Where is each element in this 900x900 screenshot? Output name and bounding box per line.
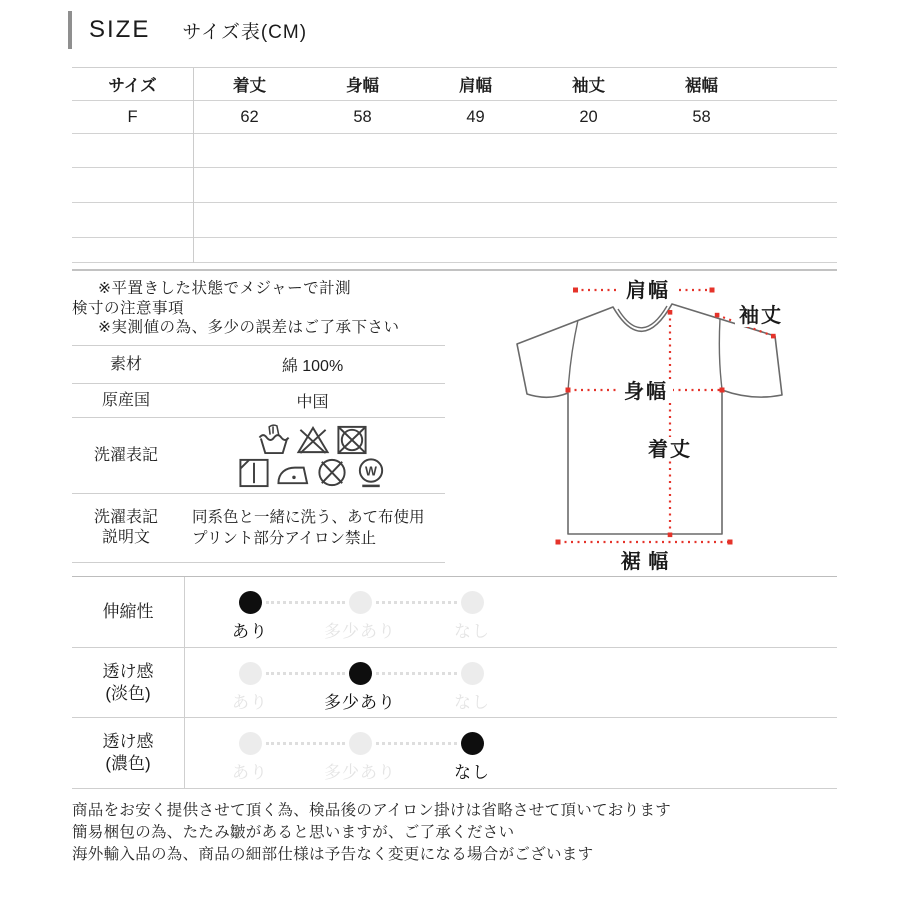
option-tasho-ari: 多少あり — [324, 732, 396, 783]
sheerness-light-options — [185, 648, 837, 717]
body-width-value: 58 — [353, 107, 372, 126]
shoulder-label: 肩幅 — [626, 280, 670, 302]
size-value: F — [127, 107, 138, 126]
option-ari: あり — [232, 732, 268, 783]
spec-table — [72, 345, 445, 563]
iron-low-heat-icon — [275, 456, 311, 489]
option-nashi: なし — [454, 662, 490, 713]
section-header — [68, 9, 307, 51]
care-description-row — [72, 494, 445, 563]
col-header-length: 着丈 — [233, 77, 266, 95]
size-table-header-row — [72, 68, 837, 101]
material-label: 素材 — [109, 355, 142, 373]
care-symbols-value — [180, 423, 445, 489]
disclaimer-line-1: 商品をお安く提供させて頂く為、検品後のアイロン掛けは省略させて頂いております — [72, 802, 672, 819]
stretch-options — [185, 577, 837, 647]
scale-dot — [461, 732, 484, 755]
option-ari: あり — [232, 591, 268, 642]
size-table-empty-row — [72, 168, 837, 203]
do-not-dry-clean-icon — [314, 456, 350, 489]
scale-dot — [349, 732, 372, 755]
laundry-icons-row-2 — [236, 456, 389, 489]
hem-value: 58 — [692, 107, 711, 126]
hand-wash-icon — [256, 423, 292, 456]
length-value: 62 — [240, 107, 259, 126]
care-symbols-label: 洗濯表記 — [93, 446, 158, 464]
disclaimer-line-2: 簡易梱包の為、たたみ皺があると思いますが、ご了承ください — [72, 824, 515, 841]
svg-text:W: W — [365, 463, 377, 478]
body-width-label: 身幅 — [624, 381, 668, 403]
section-title: SIZE — [89, 16, 151, 43]
size-table-empty-row — [72, 238, 837, 263]
care-description-label: 洗濯表記 説明文 — [93, 509, 158, 546]
care-symbols-row — [72, 418, 445, 494]
care-description-line-1: 同系色と一緒に洗う、あて布使用 — [192, 509, 425, 526]
footer-disclaimers — [72, 800, 671, 866]
col-header-body-width: 身幅 — [346, 77, 379, 95]
disclaimer-line-3: 海外輸入品の為、商品の細部仕様は予告なく変更になる場合がございます — [72, 846, 594, 863]
measuring-notes-label: 検寸の注意事項 — [72, 299, 185, 317]
measuring-notes — [72, 279, 400, 338]
sleeve-label: 袖丈 — [739, 305, 783, 327]
laundry-icons — [180, 423, 445, 489]
laundry-icons-row-1 — [256, 423, 370, 456]
sheerness-light-row — [72, 648, 837, 718]
col-header-sleeve: 袖丈 — [572, 77, 605, 95]
origin-label: 原産国 — [101, 391, 150, 409]
size-table-empty-row — [72, 134, 837, 168]
attribute-table — [72, 576, 837, 789]
sheerness-dark-options — [185, 718, 837, 788]
size-table-column-divider — [193, 68, 194, 263]
size-table-empty-row — [72, 203, 837, 238]
option-ari: あり — [232, 662, 268, 713]
stretch-row — [72, 577, 837, 648]
measuring-note-2: ※実測値の為、多少の誤差はご了承下さい — [98, 319, 400, 336]
option-tasho-ari: 多少あり — [324, 662, 396, 713]
do-not-bleach-icon — [295, 423, 331, 456]
col-header-hem: 裾幅 — [685, 77, 718, 95]
header-accent-bar — [68, 11, 72, 49]
scale-dot — [239, 732, 262, 755]
size-table-bottom-rule — [72, 269, 837, 271]
option-nashi: なし — [454, 591, 490, 642]
hem-label: 裾 幅 — [620, 551, 670, 573]
origin-value: 中国 — [296, 394, 329, 411]
drip-dry-shade-icon — [236, 456, 272, 489]
care-description-value — [180, 507, 445, 549]
tshirt-outline — [517, 304, 782, 534]
length-label: 着丈 — [648, 439, 692, 461]
scale-dot — [349, 591, 372, 614]
col-header-size: サイズ — [108, 77, 157, 95]
sheerness-dark-row — [72, 718, 837, 789]
wet-clean-gentle-icon — [353, 456, 389, 489]
sheerness-light-label: 透け感 (淡色) — [72, 648, 185, 717]
option-tasho-ari: 多少あり — [324, 591, 396, 642]
scale-dot — [239, 662, 262, 685]
origin-row — [72, 384, 445, 418]
scale-dot — [239, 591, 262, 614]
do-not-tumble-dry-icon — [334, 423, 370, 456]
care-description-line-2: プリント部分アイロン禁止 — [192, 530, 376, 547]
material-value: 綿 100% — [281, 358, 344, 375]
option-nashi: なし — [454, 732, 490, 783]
col-header-shoulder: 肩幅 — [459, 77, 492, 95]
size-table-row-F — [72, 101, 837, 134]
scale-dot — [349, 662, 372, 685]
sleeve-value: 20 — [579, 107, 598, 126]
sheerness-dark-label: 透け感 (濃色) — [72, 718, 185, 788]
tshirt-measurement-diagram — [490, 272, 840, 574]
section-subtitle: サイズ表(CM) — [182, 21, 308, 43]
size-table — [72, 67, 837, 263]
material-row — [72, 346, 445, 384]
scale-dot — [461, 662, 484, 685]
stretch-label: 伸縮性 — [72, 577, 185, 647]
shoulder-value: 49 — [466, 107, 485, 126]
measuring-note-1: ※平置きした状態でメジャーで計測 — [98, 280, 352, 297]
scale-dot — [461, 591, 484, 614]
